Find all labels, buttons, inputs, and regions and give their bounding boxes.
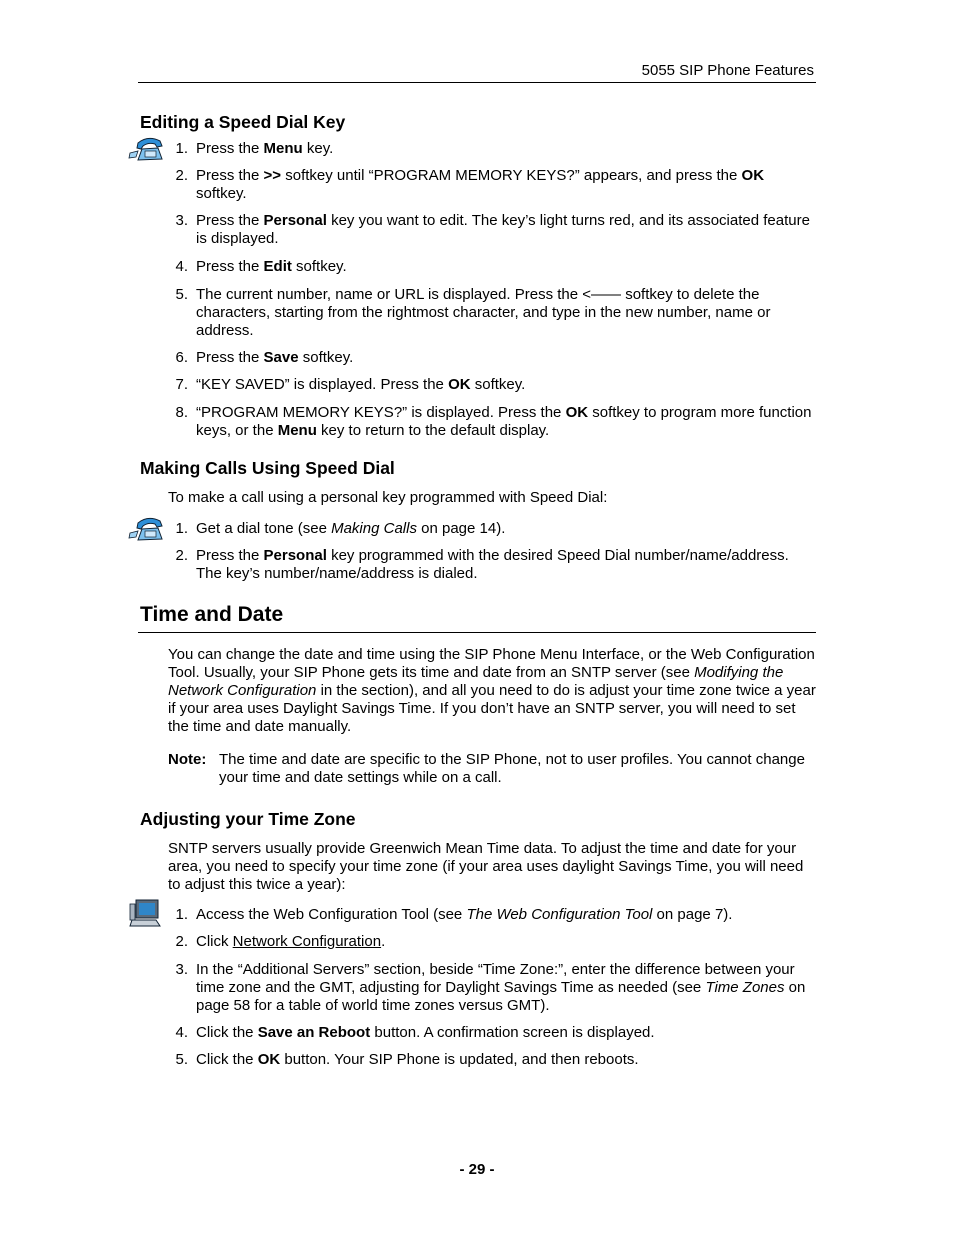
step-text: Press the Personal key programmed with the desired Speed Dial number/name/address. The key’s number/name/address is dialed. [196,547,789,582]
step-text: Press the Edit softkey. [196,258,347,275]
running-header: 5055 SIP Phone Features [641,62,814,79]
page-number: - 29 - [459,1161,495,1178]
step-text: In the “Additional Servers” section, beside “Time Zone:”, enter the difference between your time zone and the GMT, adjusting for Daylight Savings Time as needed (see Time Zones on page 58 for a table of world time zones versus GMT). [196,961,806,1014]
step-text: Press the >> softkey until “PROGRAM MEMORY KEYS?” appears, and press the OK softkey. [196,167,765,202]
heading-rule [138,632,816,633]
phone-icon [128,513,168,548]
step-text: “PROGRAM MEMORY KEYS?” is displayed. Press the OK softkey to program more function keys, or the Menu key to return to the default display. [196,404,812,439]
step-text: “KEY SAVED” is displayed. Press the OK softkey. [196,376,526,393]
time-zone-intro: SNTP servers usually provide Greenwich Mean Time data. To adjust the time and date for your area, you need to specify your time zone (if your area uses daylight Savings Time, you will need to adjust this twice a year): [168,840,804,893]
step-text: Click the OK button. Your SIP Phone is updated, and then reboots. [196,1051,639,1068]
computer-icon [128,898,162,935]
heading-adjusting-time-zone: Adjusting your Time Zone [140,809,356,829]
step-text: Access the Web Configuration Tool (see The Web Configuration Tool on page 7). [196,906,733,923]
note-label: Note: [168,751,207,768]
step-text: Get a dial tone (see Making Calls on page 14). [196,520,506,537]
heading-time-and-date: Time and Date [140,603,284,626]
network-configuration-link[interactable]: Network Configuration [232,933,382,950]
time-and-date-body: You can change the date and time using the SIP Phone Menu Interface, or the Web Configuration Tool. Usually, your SIP Phone gets its time and date from an SNTP server (see Modifying the Network Configuration in the section), and all you need to do is adjust your time zone twice a year if your area uses Daylight Savings Time. If you don’t have an SNTP server, you will need to set the time and date manually. [168,646,816,735]
step-text: Click Network Configuration. [196,933,386,950]
header-rule [138,82,816,83]
making-calls-intro: To make a call using a personal key programmed with Speed Dial: [168,489,608,506]
phone-icon [128,133,168,168]
heading-making-calls: Making Calls Using Speed Dial [140,458,395,478]
heading-editing-speed-dial: Editing a Speed Dial Key [140,112,346,132]
step-text: Press the Save softkey. [196,349,354,366]
note-text: The time and date are specific to the SIP Phone, not to user profiles. You cannot change your time and date settings while on a call. [219,751,805,786]
step-text: Press the Personal key you want to edit. The key’s light turns red, and its associated feature is displayed. [196,212,810,247]
step-text: Press the Menu key. [196,140,334,157]
step-text: Click the Save an Reboot button. A confirmation screen is displayed. [196,1024,655,1041]
step-text: The current number, name or URL is displayed. Press the <—— softkey to delete the characters, starting from the rightmost character, and type in the new number, name or address. [196,286,771,339]
